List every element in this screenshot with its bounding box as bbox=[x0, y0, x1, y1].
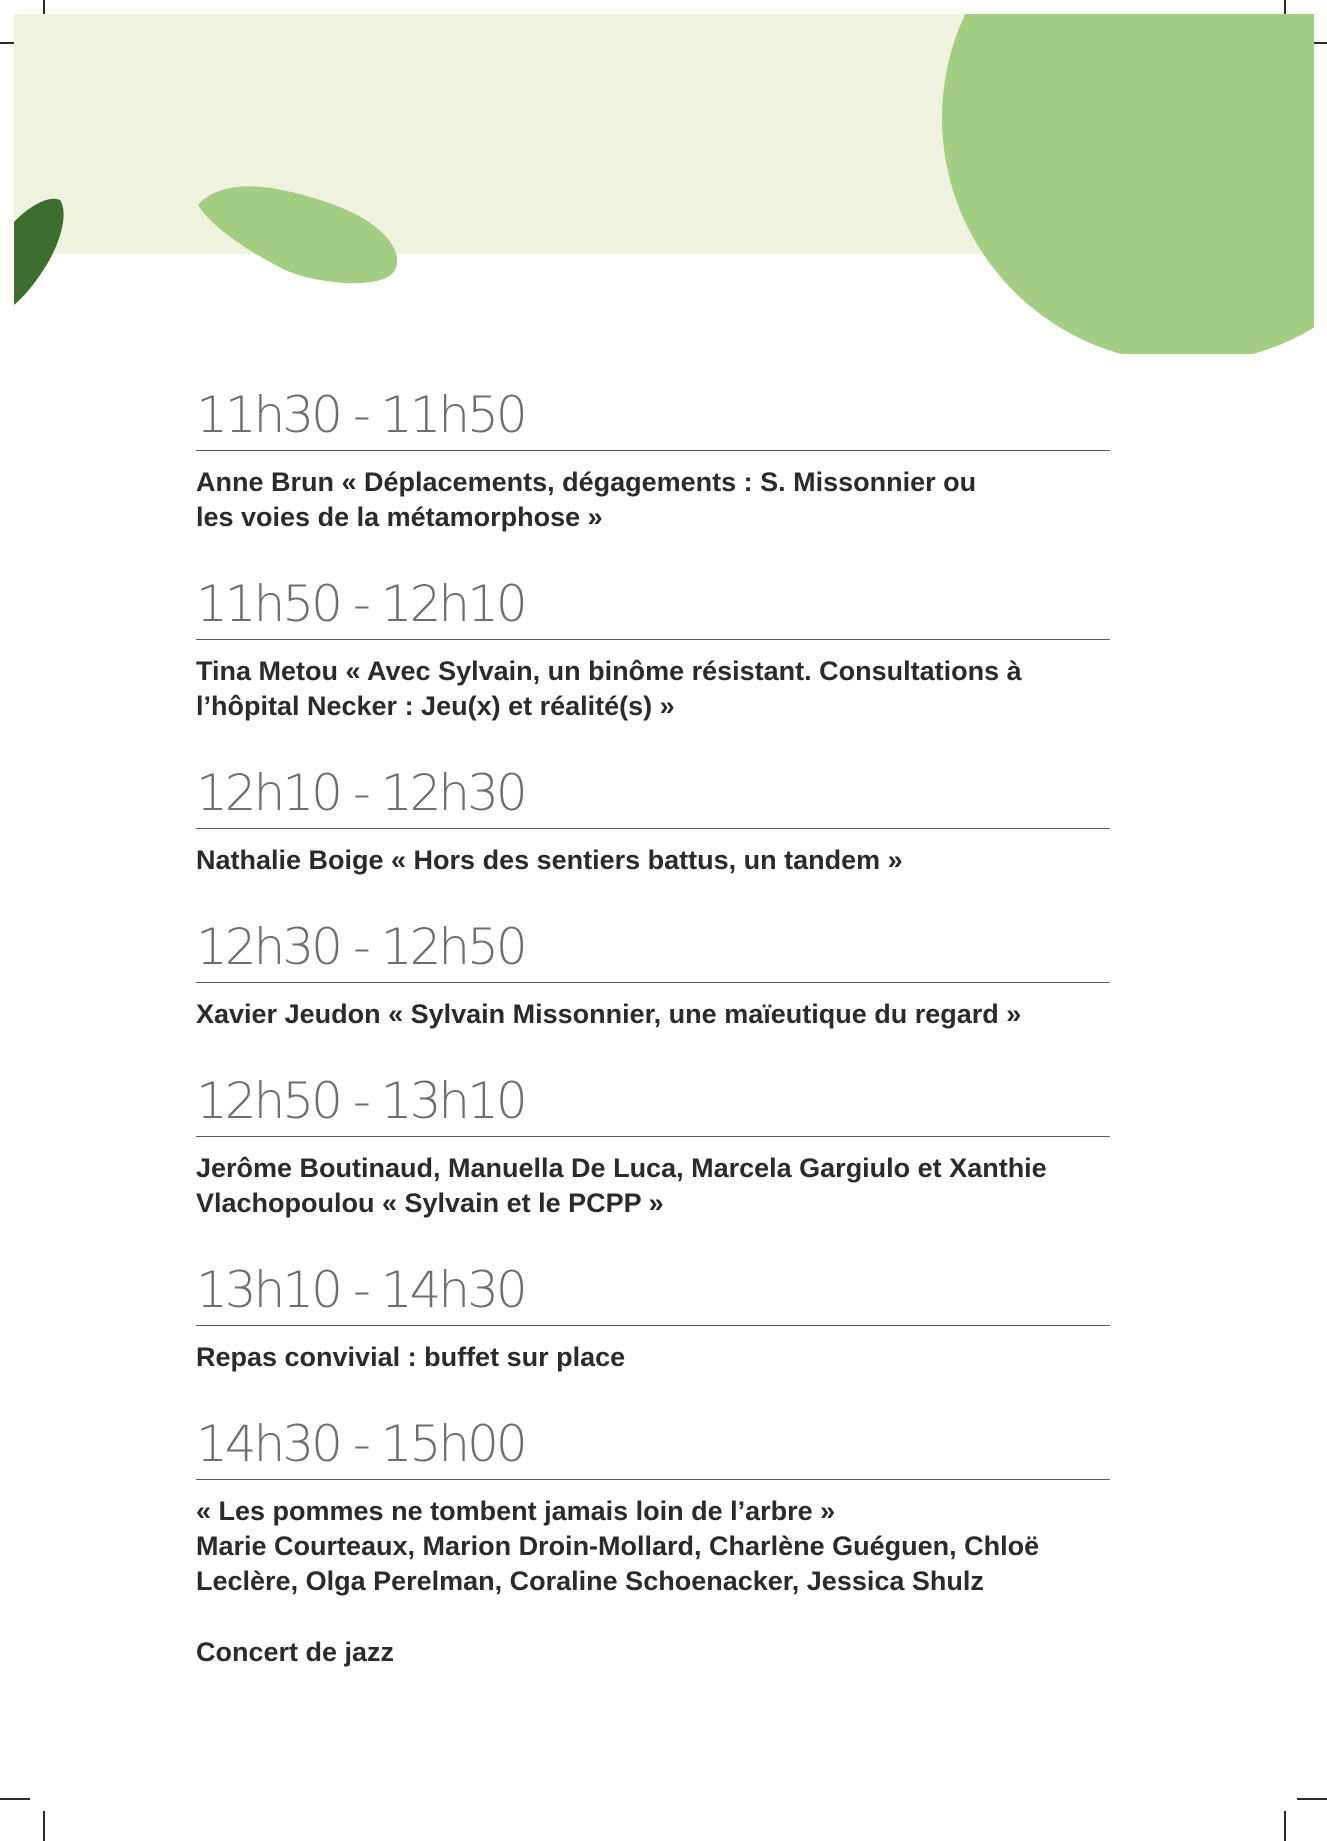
crop-mark-bottom-left-v bbox=[43, 1811, 45, 1841]
slot-description bbox=[196, 843, 1110, 878]
program-slot bbox=[196, 575, 1110, 724]
slot-time: 12h10 - 12h30 bbox=[196, 764, 1110, 829]
slot-line: les voies de la métamorphose » bbox=[196, 502, 603, 532]
slot-line: l’hôpital Necker : Jeu(x) et réalité(s) » bbox=[196, 691, 675, 721]
slot-line: Anne Brun « Déplacements, dégagements : S. Missonnier ou bbox=[196, 467, 977, 497]
slot-time: 13h10 - 14h30 bbox=[196, 1261, 1110, 1326]
slot-line: Tina Metou « Avec Sylvain, un binôme résistant. Consultations à bbox=[196, 656, 1022, 686]
crop-mark-bottom-right-v bbox=[1284, 1811, 1286, 1841]
slot-spacer bbox=[196, 1599, 1110, 1635]
slot-time: 11h50 - 12h10 bbox=[196, 575, 1110, 640]
slot-time: 11h30 - 11h50 bbox=[196, 386, 1110, 451]
slot-description bbox=[196, 1494, 1110, 1670]
slot-line: Leclère, Olga Perelman, Coraline Schoenacker, Jessica Shulz bbox=[196, 1566, 984, 1596]
slot-description bbox=[196, 1340, 1110, 1375]
slot-line: Repas convivial : buffet sur place bbox=[196, 1342, 626, 1372]
slot-time: 14h30 - 15h00 bbox=[196, 1415, 1110, 1480]
slot-time: 12h50 - 13h10 bbox=[196, 1072, 1110, 1137]
slot-description bbox=[196, 1151, 1110, 1221]
slot-line: « Les pommes ne tombent jamais loin de l’arbre » bbox=[196, 1496, 836, 1526]
crop-mark-bottom-left-h bbox=[0, 1798, 30, 1800]
program-slot bbox=[196, 918, 1110, 1032]
header-banner bbox=[14, 14, 1314, 254]
program-slot bbox=[196, 1261, 1110, 1375]
crop-mark-bottom-right-h bbox=[1297, 1798, 1327, 1800]
program-slot bbox=[196, 1072, 1110, 1221]
slot-time: 12h30 - 12h50 bbox=[196, 918, 1110, 983]
slot-line: Nathalie Boige « Hors des sentiers battus, un tandem » bbox=[196, 845, 903, 875]
slot-line: Vlachopoulou « Sylvain et le PCPP » bbox=[196, 1188, 664, 1218]
slot-description bbox=[196, 997, 1110, 1032]
slot-description bbox=[196, 465, 1110, 535]
program-slot bbox=[196, 764, 1110, 878]
slot-description bbox=[196, 654, 1110, 724]
slot-extra: Concert de jazz bbox=[196, 1637, 395, 1667]
program-schedule bbox=[196, 386, 1110, 1710]
program-slot bbox=[196, 386, 1110, 535]
slot-line: Jerôme Boutinaud, Manuella De Luca, Marcela Gargiulo et Xanthie bbox=[196, 1153, 1047, 1183]
program-slot bbox=[196, 1415, 1110, 1670]
slot-line: Marie Courteaux, Marion Droin-Mollard, Charlène Guéguen, Chloë bbox=[196, 1531, 1040, 1561]
slot-line: Xavier Jeudon « Sylvain Missonnier, une maïeutique du regard » bbox=[196, 999, 1022, 1029]
